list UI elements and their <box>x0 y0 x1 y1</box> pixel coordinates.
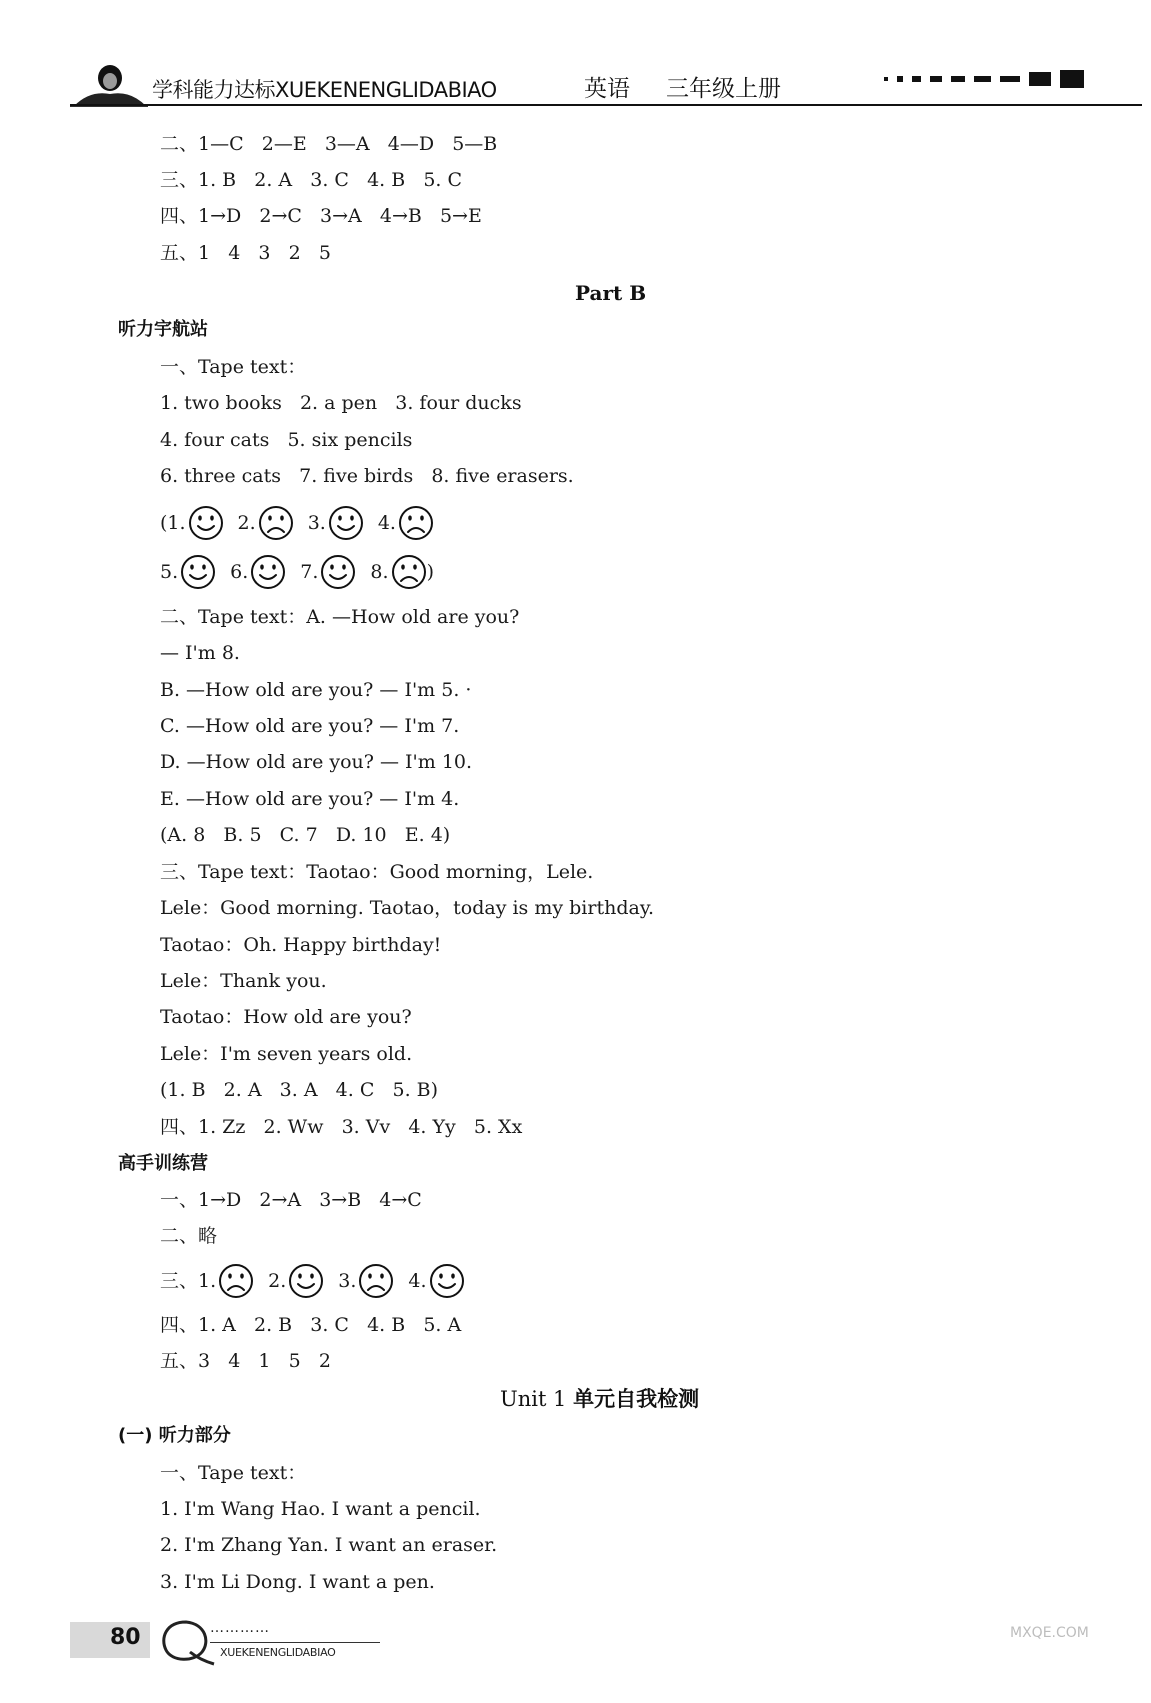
tape-line: Lele：Thank you. <box>160 970 327 992</box>
section-heading: (一) 听力部分 <box>118 1425 231 1446</box>
tape-line: Taotao：Oh. Happy birthday! <box>160 934 442 956</box>
q-logo-icon <box>156 1616 216 1666</box>
watermark-text: MXQE.COM <box>1010 1625 1089 1641</box>
happy-face-icon <box>188 505 224 541</box>
series-title: 学科能力达标XUEKENENGLIDABIAO <box>152 78 497 102</box>
face-item-label: 5. <box>160 561 179 583</box>
answer-line: 四、1. A 2. B 3. C 4. B 5. A <box>160 1314 462 1336</box>
question-heading: 一、Tape text： <box>160 356 307 378</box>
sad-face-icon <box>258 505 294 541</box>
sad-face-icon <box>391 554 427 590</box>
header-rule <box>70 104 1142 106</box>
happy-face-icon <box>288 1263 324 1299</box>
answer-line: 三、1. B 2. A 3. C 4. B 5. C <box>160 169 463 191</box>
face-item-label: 3. <box>307 512 326 534</box>
grade-label: 三年级上册 <box>666 76 781 102</box>
face-item-label: 4. <box>377 512 396 534</box>
subject-label: 英语 <box>584 76 630 102</box>
sad-face-icon <box>358 1263 394 1299</box>
tape-line: 6. three cats 7. five birds 8. five erasers. <box>160 465 574 487</box>
unit-title-en: Unit 1 <box>500 1387 574 1411</box>
tape-line: 3. I'm Li Dong. I want a pen. <box>160 1571 435 1593</box>
face-row-close: ) <box>426 561 434 583</box>
face-item-label: (1. <box>160 512 186 534</box>
answer-line: 二、1—C 2—E 3—A 4—D 5—B <box>160 133 498 155</box>
face-item-label: 4. <box>408 1270 427 1292</box>
answer-line: 二、略 <box>160 1225 218 1247</box>
face-item-label: 8. <box>370 561 389 583</box>
part-b-title: Part B <box>575 281 647 305</box>
answer-line: 五、3 4 1 5 2 <box>160 1350 331 1372</box>
face-item-label: 3. <box>338 1270 357 1292</box>
sad-face-icon <box>218 1263 254 1299</box>
student-avatar-icon <box>70 64 148 108</box>
footer-rule <box>210 1642 380 1643</box>
page-header <box>70 60 1142 110</box>
happy-face-icon <box>328 505 364 541</box>
happy-face-icon <box>320 554 356 590</box>
answer-line: 四、1. Zz 2. Ww 3. Vv 4. Yy 5. Xx <box>160 1116 523 1138</box>
face-item-label: 2. <box>237 512 256 534</box>
face-row <box>160 1260 479 1301</box>
question-heading: 一、Tape text： <box>160 1462 307 1484</box>
footer-dots: ………… <box>210 1620 270 1636</box>
question-heading: 二、Tape text：A. —How old are you? <box>160 606 520 628</box>
unit-title <box>500 1386 699 1412</box>
tape-line: Lele：Good morning. Taotao，today is my birthday. <box>160 897 655 919</box>
face-item-label: 2. <box>268 1270 287 1292</box>
tape-line: C. —How old are you? — I'm 7. <box>160 715 460 737</box>
unit-title-cn: 单元自我检测 <box>573 1387 700 1411</box>
tape-line: B. —How old are you? — I'm 5. · <box>160 679 472 701</box>
tape-line: E. —How old are you? — I'm 4. <box>160 788 460 810</box>
page-number: 80 <box>110 1625 141 1650</box>
answer-line: 四、1→D 2→C 3→A 4→B 5→E <box>160 205 482 227</box>
happy-face-icon <box>429 1263 465 1299</box>
answer-line: (1. B 2. A 3. A 4. C 5. B) <box>160 1079 439 1101</box>
happy-face-icon <box>250 554 286 590</box>
tape-line: 2. I'm Zhang Yan. I want an eraser. <box>160 1534 498 1556</box>
tape-line: 1. I'm Wang Hao. I want a pencil. <box>160 1498 481 1520</box>
tape-line: 4. four cats 5. six pencils <box>160 429 413 451</box>
face-item-label: 三、1. <box>160 1270 217 1292</box>
answer-line: (A. 8 B. 5 C. 7 D. 10 E. 4) <box>160 824 451 846</box>
face-row <box>160 502 448 543</box>
sad-face-icon <box>398 505 434 541</box>
happy-face-icon <box>180 554 216 590</box>
question-heading: 三、Tape text：Taotao：Good morning，Lele. <box>160 861 594 883</box>
section-heading: 听力宇航站 <box>118 319 208 340</box>
tape-line: — I'm 8. <box>160 642 240 664</box>
answer-line: 五、1 4 3 2 5 <box>160 242 331 264</box>
footer-brand: XUEKENENGLIDABIAO <box>220 1646 336 1659</box>
face-item-label: 7. <box>300 561 319 583</box>
tape-line: Taotao：How old are you? <box>160 1006 412 1028</box>
tape-line: Lele：I'm seven years old. <box>160 1043 413 1065</box>
tape-line: 1. two books 2. a pen 3. four ducks <box>160 392 522 414</box>
tape-line: D. —How old are you? — I'm 10. <box>160 751 473 773</box>
face-item-label: 6. <box>230 561 249 583</box>
section-heading: 高手训练营 <box>118 1153 208 1174</box>
face-row <box>160 551 434 592</box>
answer-line: 一、1→D 2→A 3→B 4→C <box>160 1189 422 1211</box>
page-footer <box>70 1612 370 1672</box>
header-decoration <box>884 70 1084 88</box>
